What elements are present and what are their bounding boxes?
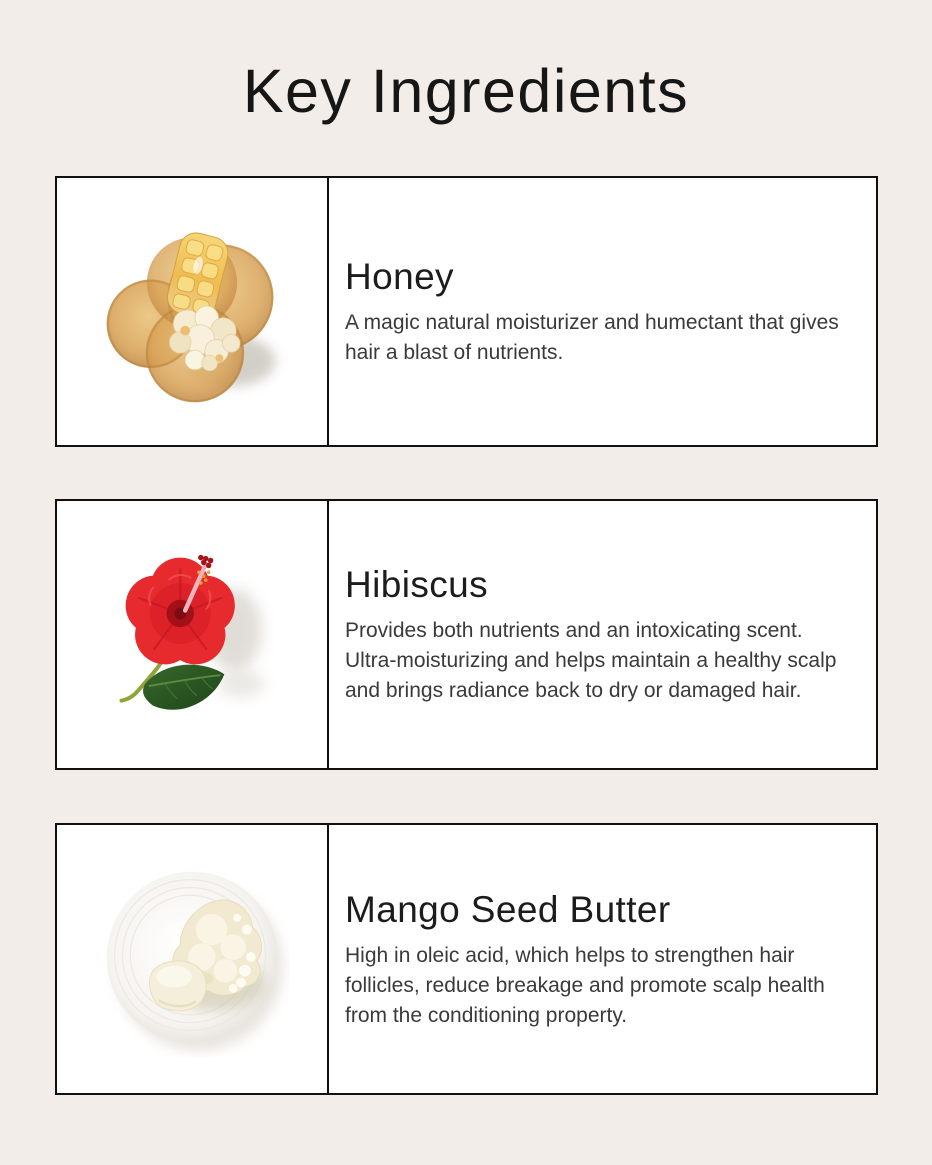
- ingredient-name-hibiscus: Hibiscus: [345, 564, 489, 605]
- butter-scoop-small: [149, 961, 206, 1011]
- mango-seed-butter-photo-panel: [57, 825, 329, 1093]
- ingredient-description-hibiscus: Provides both nutrients and an intoxicating scent. Ultra-moisturizing and helps maintain a healthy scalp and brings radiance back to dry or damaged hair.: [345, 619, 837, 702]
- mango-seed-butter-photo: [94, 861, 290, 1057]
- header: [0, 0, 932, 176]
- honey-photo: [94, 214, 290, 410]
- ingredient-text-hibiscus: [329, 501, 876, 768]
- ingredient-name-honey: Honey: [345, 256, 454, 297]
- honey-photo-panel: [57, 178, 329, 445]
- ingredient-name-mango-seed-butter: Mango Seed Butter: [345, 888, 671, 930]
- ingredient-card-hibiscus: [55, 499, 878, 770]
- hibiscus-photo: [94, 537, 290, 733]
- ingredient-text-honey: [329, 178, 876, 445]
- ingredient-text-mango-seed-butter: [329, 825, 876, 1093]
- page-title: Key Ingredients: [242, 57, 690, 125]
- hibiscus-photo-panel: [57, 501, 329, 768]
- ingredient-card-honey: [55, 176, 878, 447]
- ingredient-description-mango-seed-butter: High in oleic acid, which helps to strengthen hair follicles, reduce breakage and promote scalp health from the conditioning property.: [345, 943, 825, 1027]
- ingredient-description-honey: A magic natural moisturizer and humectant that gives hair a blast of nutrients.: [345, 311, 839, 364]
- ingredient-card-mango-seed-butter: [55, 823, 878, 1095]
